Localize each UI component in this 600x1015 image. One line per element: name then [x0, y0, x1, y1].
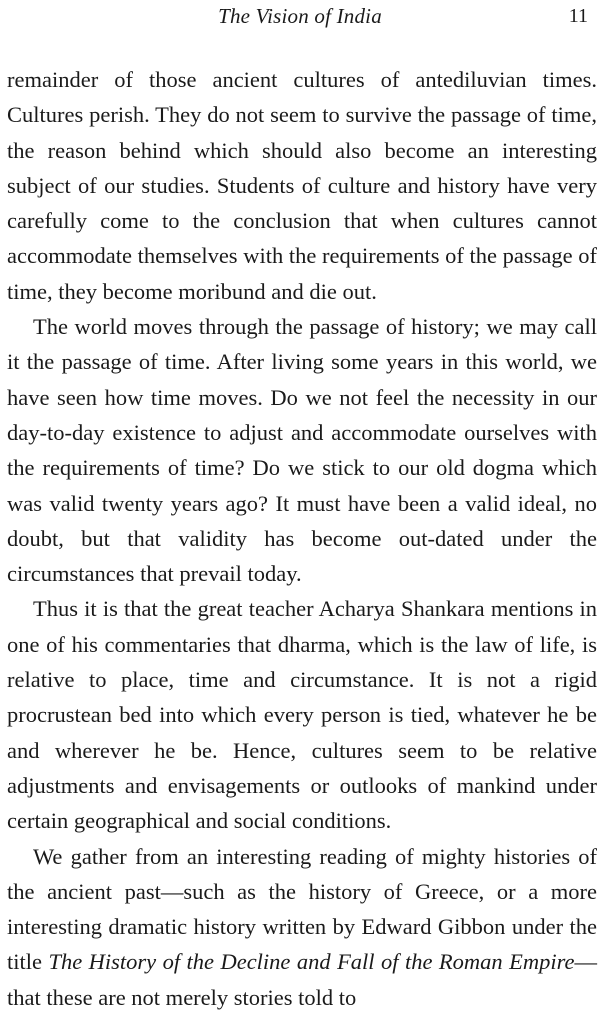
- running-head: [0, 4, 600, 28]
- paragraph-2: The world moves through the passage of history; we may call it the passage of time. After living some years in this world, we have seen how time moves. Do we not feel the necessity in our day-to-day existence to adjust and accommodate ourselves with the requirements of time? Do we stick to our old dogma which was valid twenty years ago? It must have been a valid ideal, no doubt, but that validity has become out-dated under the circumstances that prevail today.: [7, 314, 597, 587]
- running-title: The Vision of India: [218, 4, 382, 28]
- paragraph-4-text-before: We gather from an interesting reading of mighty histories of the ancient past—such as the history of Greece, or a more interesting dramatic history written by Edward Gibbon under the title: [7, 843, 597, 975]
- book-title-italic: The History of the Decline and Fall of the Roman Empire: [48, 949, 575, 975]
- paragraph-3: Thus it is that the great teacher Acharya Shankara mentions in one of his commentaries that dharma, which is the law of life, is relative to place, time and circumstance. It is not a rigid procrustean bed into which every person is tied, whatever he be and wherever he be. Hence, cultures seem to be relative adjustments and envisagements or outlooks of mankind under certain geographical and social conditions.: [7, 596, 597, 834]
- body-text: [7, 62, 597, 1015]
- paragraph-4: [7, 839, 597, 1015]
- paragraph-4-text-after: —that these are not merely stories told to: [7, 949, 597, 1010]
- page-number: 11: [568, 5, 588, 27]
- paragraph-1: remainder of those ancient cultures of antediluvian times. Cultures perish. They do not seem to survive the passage of time, the reason behind which should also become an interesting subject of our studies. Students of culture and history have very carefully come to the conclusion that when cultures cannot accommodate themselves with the requirements of the passage of time, they become moribund and die out.: [7, 67, 597, 304]
